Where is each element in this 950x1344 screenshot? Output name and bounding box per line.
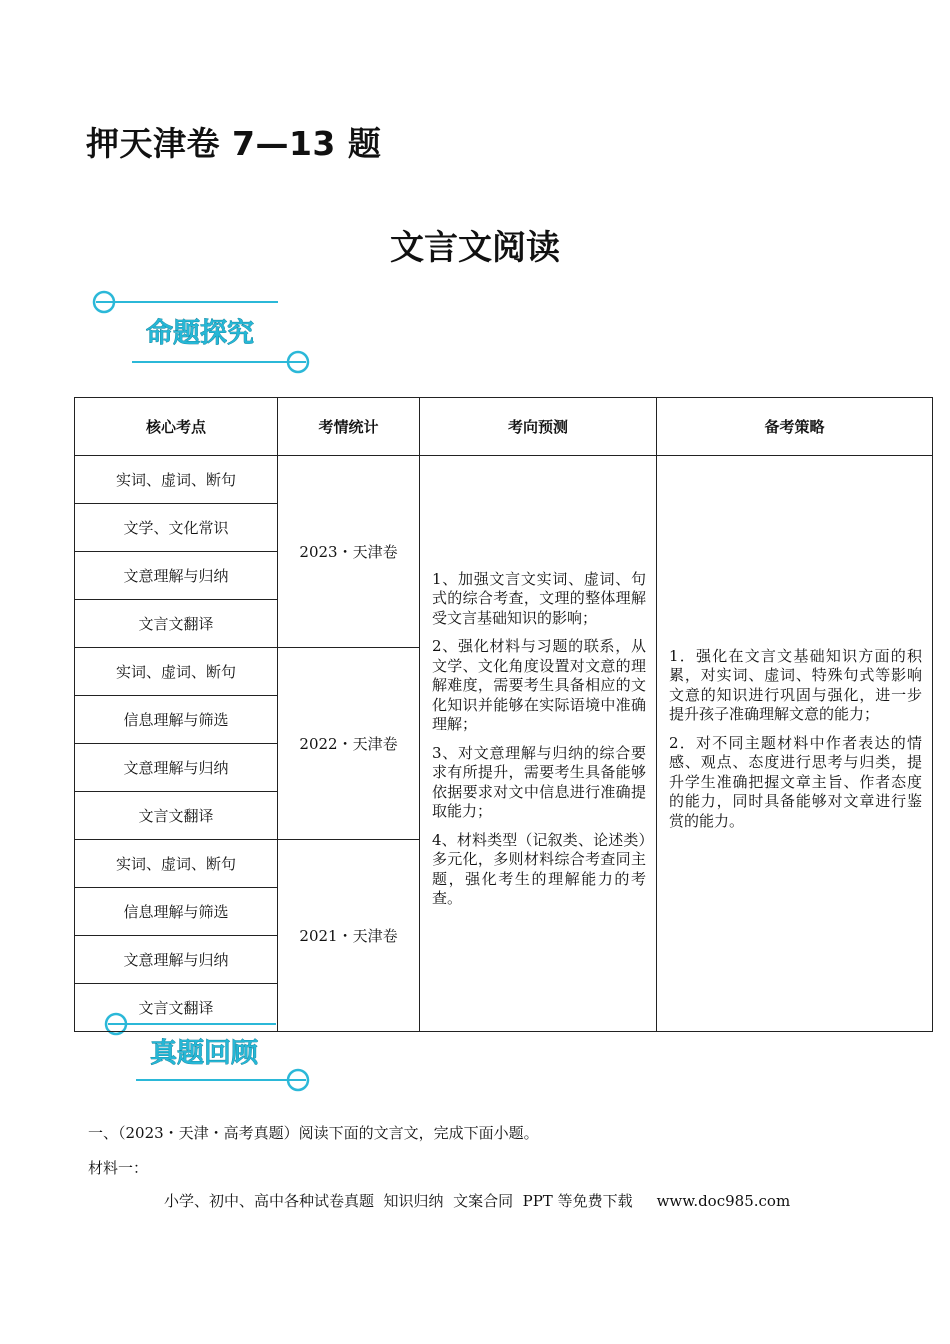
section-banner-mingti xyxy=(90,286,320,378)
core-point-cell: 文意理解与归纳 xyxy=(75,936,278,984)
table-row xyxy=(75,456,933,504)
core-point-cell: 实词、虚词、断句 xyxy=(75,648,278,696)
page-footer xyxy=(164,1190,790,1211)
footer-url: www.doc985.com xyxy=(656,1192,791,1210)
header-core-points: 核心考点 xyxy=(75,398,278,456)
core-point-cell: 实词、虚词、断句 xyxy=(75,456,278,504)
core-point-cell: 文意理解与归纳 xyxy=(75,552,278,600)
header-prediction: 考向预测 xyxy=(420,398,657,456)
table-header-row xyxy=(75,398,933,456)
core-point-cell: 信息理解与筛选 xyxy=(75,888,278,936)
statistics-cell: 2022・天津卷 xyxy=(278,648,420,840)
prediction-item: 1、加强文言文实词、虚词、句式的综合考查，文理的整体理解受文言基础知识的影响； xyxy=(432,569,646,627)
exam-analysis-table xyxy=(74,397,933,1032)
header-statistics: 考情统计 xyxy=(278,398,420,456)
header-strategy: 备考策略 xyxy=(657,398,933,456)
core-point-cell: 文言文翻译 xyxy=(75,600,278,648)
statistics-cell: 2023・天津卷 xyxy=(278,456,420,648)
core-point-cell: 文言文翻译 xyxy=(75,984,278,1032)
material-label: 材料一： xyxy=(88,1159,149,1177)
statistics-cell: 2021・天津卷 xyxy=(278,840,420,1032)
prediction-item: 3、对文意理解与归纳的综合要求有所提升，需要考生具备能够依据要求对文中信息进行准确提取能力； xyxy=(432,743,646,820)
strategy-item: 1．强化在文言文基础知识方面的积累，对实词、虚词、特殊句式等影响文意的知识进行巩固与强化，进一步提升孩子准确理解文意的能力； xyxy=(669,646,922,724)
banner-title: 真题回顾 xyxy=(150,1038,258,1069)
document-heading: 押天津卷 7—13 题 xyxy=(86,124,382,163)
banner-title: 命题探究 xyxy=(146,318,254,349)
core-point-cell: 实词、虚词、断句 xyxy=(75,840,278,888)
strategy-item: 2．对不同主题材料中作者表达的情感、观点、态度进行思考与归类，提升学生准确把握文章主旨、作者态度的能力，同时具备能够对文章进行鉴赏的能力。 xyxy=(669,733,922,830)
core-point-cell: 文意理解与归纳 xyxy=(75,744,278,792)
strategy-cell xyxy=(657,456,933,1032)
core-point-cell: 文言文翻译 xyxy=(75,792,278,840)
document-title: 文言文阅读 xyxy=(390,228,560,268)
footer-text: 小学、初中、高中各种试卷真题 知识归纳 文案合同 PPT 等免费下载 xyxy=(164,1192,633,1210)
question-intro: 一、（2023・天津・高考真题）阅读下面的文言文，完成下面小题。 xyxy=(88,1124,539,1142)
prediction-cell xyxy=(420,456,657,1032)
prediction-item: 2、强化材料与习题的联系，从文学、文化角度设置对文意的理解难度，需要考生具备相应的文化知识并能够在实际语境中准确理解； xyxy=(432,637,646,733)
core-point-cell: 信息理解与筛选 xyxy=(75,696,278,744)
core-point-cell: 文学、文化常识 xyxy=(75,504,278,552)
prediction-item: 4、材料类型（记叙类、论述类）多元化，多则材料综合考查同主题，强化考生的理解能力的考查。 xyxy=(432,830,646,907)
